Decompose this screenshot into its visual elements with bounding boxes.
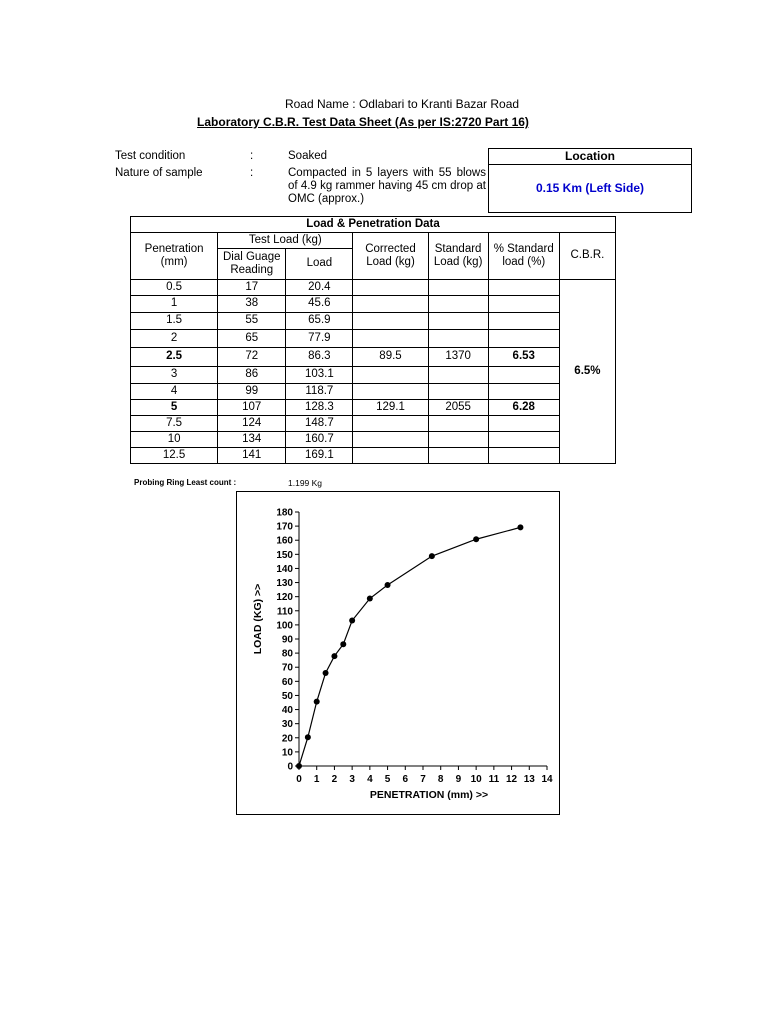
cell-load: 20.4	[286, 280, 353, 296]
table-row	[131, 280, 616, 296]
cell-percent-standard	[488, 280, 559, 296]
header-row-1	[131, 233, 616, 249]
cell-load: 160.7	[286, 432, 353, 448]
y-tick-label: 20	[281, 733, 293, 745]
cell-penetration: 5	[131, 400, 218, 416]
cell-dial-reading: 86	[218, 367, 286, 384]
cell-standard-load	[428, 367, 488, 384]
cell-percent-standard	[488, 432, 559, 448]
y-tick-label: 80	[281, 648, 293, 660]
y-tick-label: 70	[281, 662, 293, 674]
load-penetration-chart	[236, 491, 560, 815]
cell-dial-reading: 55	[218, 313, 286, 330]
x-tick-label: 5	[384, 774, 391, 785]
cell-standard-load	[428, 448, 488, 464]
location-box	[488, 148, 692, 213]
data-point	[367, 596, 373, 602]
cell-load: 86.3	[286, 348, 353, 367]
probing-ring-label: Probing Ring Least count :	[134, 478, 237, 487]
cell-dial-reading: 134	[218, 432, 286, 448]
x-tick-label: 7	[420, 774, 426, 785]
load-penetration-table	[130, 216, 616, 464]
cell-corrected-load	[353, 367, 428, 384]
cell-penetration: 1.5	[131, 313, 218, 330]
x-axis-label: PENETRATION (mm) >>	[369, 789, 489, 801]
cell-percent-standard	[488, 384, 559, 400]
cell-percent-standard	[488, 313, 559, 330]
table-row	[131, 384, 616, 400]
cell-penetration: 3	[131, 367, 218, 384]
table-row	[131, 330, 616, 348]
table-row	[131, 416, 616, 432]
data-point	[349, 618, 355, 624]
cell-percent-standard: 6.53	[488, 348, 559, 367]
header-percent-standard: % Standard load (%)	[488, 233, 559, 280]
sheet-title: Laboratory C.B.R. Test Data Sheet (As per IS:2720 Part 16)	[197, 115, 529, 129]
x-tick-label: 11	[488, 774, 500, 785]
cell-percent-standard: 6.28	[488, 400, 559, 416]
cell-percent-standard	[488, 416, 559, 432]
cell-standard-load	[428, 280, 488, 296]
cell-penetration: 2	[131, 330, 218, 348]
cell-standard-load	[428, 313, 488, 330]
table-row	[131, 432, 616, 448]
cell-percent-standard	[488, 330, 559, 348]
nature-of-sample-label: Nature of sample	[115, 167, 203, 179]
header-dial-gauge: Dial Guage Reading	[218, 249, 286, 280]
cell-corrected-load	[353, 416, 428, 432]
cell-corrected-load	[353, 448, 428, 464]
y-tick-label: 140	[276, 563, 293, 575]
cell-penetration: 4	[131, 384, 218, 400]
data-point	[340, 641, 346, 647]
data-point	[296, 763, 302, 769]
cell-standard-load	[428, 330, 488, 348]
x-tick-label: 2	[331, 774, 338, 785]
data-point	[323, 670, 329, 676]
x-tick-label: 1	[313, 774, 320, 785]
cell-percent-standard	[488, 448, 559, 464]
y-tick-label: 60	[281, 676, 293, 688]
x-tick-label: 13	[523, 774, 535, 785]
cell-corrected-load	[353, 384, 428, 400]
x-tick-label: 9	[455, 774, 462, 785]
cell-corrected-load	[353, 296, 428, 313]
x-tick-label: 6	[402, 774, 409, 785]
x-tick-label: 3	[349, 774, 355, 785]
x-tick-label: 10	[470, 774, 482, 785]
cell-load: 118.7	[286, 384, 353, 400]
cell-penetration: 10	[131, 432, 218, 448]
table-title-row	[131, 217, 616, 233]
data-point	[314, 699, 320, 705]
cell-load: 103.1	[286, 367, 353, 384]
y-tick-label: 160	[276, 535, 293, 547]
cell-load: 169.1	[286, 448, 353, 464]
cell-corrected-load	[353, 432, 428, 448]
y-tick-label: 150	[276, 549, 293, 561]
cell-corrected-load	[353, 280, 428, 296]
data-point	[429, 553, 435, 559]
table-row	[131, 313, 616, 330]
header-test-load: Test Load (kg)	[218, 233, 353, 249]
cell-dial-reading: 72	[218, 348, 286, 367]
y-tick-label: 0	[287, 761, 293, 773]
cell-penetration: 12.5	[131, 448, 218, 464]
table-row	[131, 400, 616, 416]
cell-dial-reading: 38	[218, 296, 286, 313]
data-point	[517, 524, 523, 530]
table-title: Load & Penetration Data	[131, 217, 616, 233]
road-name: Road Name : Odlabari to Kranti Bazar Road	[284, 97, 520, 111]
y-tick-label: 110	[276, 606, 293, 618]
cell-percent-standard	[488, 296, 559, 313]
header-standard-load: Standard Load (kg)	[428, 233, 488, 280]
data-point	[385, 582, 391, 588]
cbr-value: 6.5%	[559, 280, 615, 464]
location-value: 0.15 Km (Left Side)	[535, 181, 645, 195]
cell-dial-reading: 141	[218, 448, 286, 464]
data-point	[305, 734, 311, 740]
x-tick-label: 0	[296, 774, 302, 785]
x-tick-label: 8	[437, 774, 444, 785]
cell-penetration: 2.5	[131, 348, 218, 367]
header-corrected-load: Corrected Load (kg)	[353, 233, 428, 280]
cell-corrected-load: 89.5	[353, 348, 428, 367]
cell-corrected-load: 129.1	[353, 400, 428, 416]
y-axis-label: LOAD (KG) >>	[252, 583, 264, 655]
y-tick-label: 100	[276, 620, 293, 632]
cell-penetration: 0.5	[131, 280, 218, 296]
y-tick-label: 180	[276, 507, 293, 519]
cell-corrected-load	[353, 330, 428, 348]
y-tick-label: 40	[281, 705, 293, 717]
series-line	[299, 527, 520, 766]
cell-corrected-load	[353, 313, 428, 330]
x-tick-label: 14	[541, 774, 553, 785]
y-tick-label: 170	[276, 521, 293, 533]
table-row	[131, 296, 616, 313]
cell-load: 148.7	[286, 416, 353, 432]
cell-load: 77.9	[286, 330, 353, 348]
y-tick-label: 30	[281, 719, 293, 731]
header-load: Load	[286, 249, 353, 280]
cell-penetration: 7.5	[131, 416, 218, 432]
data-point	[473, 536, 479, 542]
test-condition-value: Soaked	[288, 150, 328, 162]
nature-of-sample-colon: :	[250, 167, 254, 179]
cell-standard-load: 2055	[428, 400, 488, 416]
table-row	[131, 448, 616, 464]
cell-percent-standard	[488, 367, 559, 384]
cell-dial-reading: 17	[218, 280, 286, 296]
location-heading: Location	[489, 149, 691, 165]
cell-load: 45.6	[286, 296, 353, 313]
cell-dial-reading: 107	[218, 400, 286, 416]
y-tick-label: 50	[281, 690, 293, 702]
table-row	[131, 348, 616, 367]
y-tick-label: 90	[281, 634, 293, 646]
nature-of-sample-value: Compacted in 5 layers with 55 blows of 4.9 kg rammer having 45 cm drop at OMC (approx.)	[288, 167, 486, 205]
cell-dial-reading: 65	[218, 330, 286, 348]
cell-standard-load	[428, 432, 488, 448]
probing-ring-value: 1.199 Kg	[288, 478, 323, 488]
cell-standard-load	[428, 416, 488, 432]
cell-standard-load	[428, 296, 488, 313]
data-point	[331, 653, 337, 659]
table-row	[131, 367, 616, 384]
cell-load: 65.9	[286, 313, 353, 330]
test-condition-label: Test condition	[115, 150, 186, 162]
cell-load: 128.3	[286, 400, 353, 416]
chart-svg	[237, 492, 559, 814]
y-tick-label: 130	[276, 578, 293, 590]
cell-dial-reading: 124	[218, 416, 286, 432]
x-tick-label: 12	[506, 774, 518, 785]
cell-standard-load	[428, 384, 488, 400]
cell-dial-reading: 99	[218, 384, 286, 400]
x-tick-label: 4	[367, 774, 373, 785]
header-cbr: C.B.R.	[559, 233, 615, 280]
cell-standard-load: 1370	[428, 348, 488, 367]
cell-penetration: 1	[131, 296, 218, 313]
y-tick-label: 120	[276, 592, 293, 604]
test-condition-colon: :	[250, 150, 254, 162]
header-penetration: Penetration (mm)	[131, 233, 218, 280]
y-tick-label: 10	[281, 747, 293, 759]
